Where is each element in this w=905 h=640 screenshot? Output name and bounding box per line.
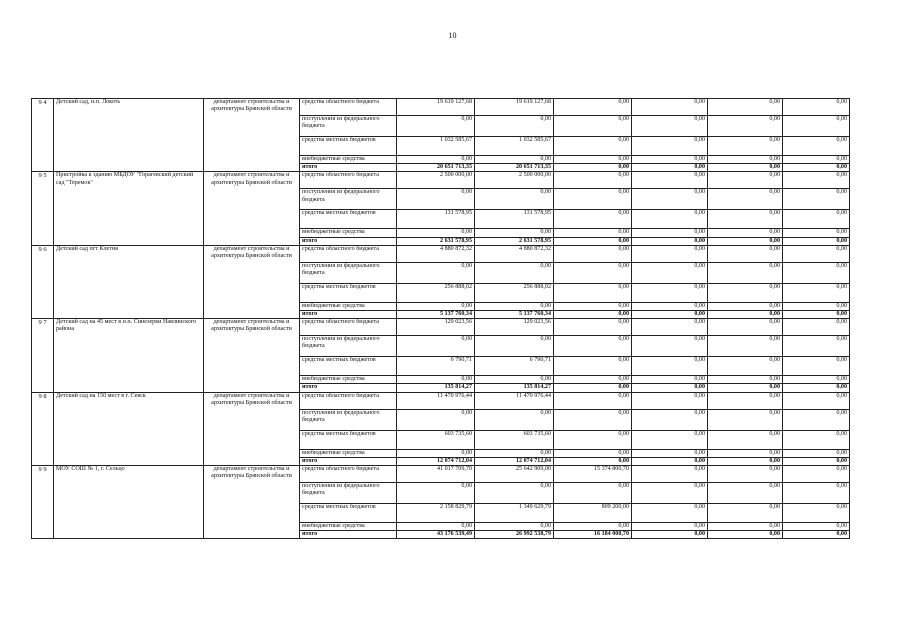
amount-cell: 0,00 xyxy=(708,336,783,357)
amount-cell: 0,00 xyxy=(783,392,850,409)
amount-cell: 0,00 xyxy=(632,319,708,336)
amount-cell: 0,00 xyxy=(397,116,475,137)
amount-cell: 0,00 xyxy=(554,483,632,504)
funding-source: итого xyxy=(300,164,397,172)
amount-cell: 0,00 xyxy=(783,229,850,237)
page-number: 10 xyxy=(448,31,457,40)
amount-cell: 603 735,60 xyxy=(397,430,475,449)
funding-source: поступления из федерального бюджета xyxy=(300,262,397,283)
funding-source: итого xyxy=(300,531,397,539)
amount-cell: 129 023,56 xyxy=(475,319,554,336)
amount-cell: 4 880 872,32 xyxy=(475,245,554,262)
amount-cell: 0,00 xyxy=(708,430,783,449)
amount-cell: 0,00 xyxy=(783,164,850,172)
amount-cell: 0,00 xyxy=(708,99,783,116)
amount-cell: 4 880 872,32 xyxy=(397,245,475,262)
amount-cell: 0,00 xyxy=(632,392,708,409)
funding-source: итого xyxy=(300,311,397,319)
funding-source: средства областного бюджета xyxy=(300,392,397,409)
amount-cell: 0,00 xyxy=(632,449,708,457)
funding-source: средства областного бюджета xyxy=(300,319,397,336)
project-name: Детский сад на 150 мест в г. Севск xyxy=(54,392,204,465)
amount-cell: 0,00 xyxy=(708,409,783,430)
table-row xyxy=(32,172,850,189)
amount-cell: 0,00 xyxy=(708,164,783,172)
funding-source: внебюджетные средства xyxy=(300,523,397,531)
amount-cell: 0,00 xyxy=(632,531,708,539)
amount-cell: 0,00 xyxy=(632,302,708,310)
amount-cell: 0,00 xyxy=(554,409,632,430)
amount-cell: 0,00 xyxy=(783,504,850,523)
amount-cell: 135 814,27 xyxy=(475,384,554,392)
amount-cell: 0,00 xyxy=(475,376,554,384)
amount-cell: 0,00 xyxy=(708,531,783,539)
amount-cell: 0,00 xyxy=(475,302,554,310)
funding-source: поступления из федерального бюджета xyxy=(300,483,397,504)
amount-cell: 0,00 xyxy=(554,430,632,449)
amount-cell: 0,00 xyxy=(632,189,708,210)
project-number: 9 7 xyxy=(32,319,54,392)
amount-cell: 2 158 829,79 xyxy=(397,504,475,523)
amount-cell: 0,00 xyxy=(475,156,554,164)
amount-cell: 0,00 xyxy=(708,449,783,457)
funding-source: средства областного бюджета xyxy=(300,245,397,262)
amount-cell: 0,00 xyxy=(783,384,850,392)
amount-cell: 19 619 127,68 xyxy=(397,99,475,116)
amount-cell: 25 642 909,00 xyxy=(475,466,554,483)
amount-cell: 1 032 585,67 xyxy=(397,137,475,156)
department: департамент строительства и архитектуры Брянской области xyxy=(204,172,300,245)
funding-source: итого xyxy=(300,457,397,465)
amount-cell: 0,00 xyxy=(783,376,850,384)
amount-cell: 0,00 xyxy=(632,311,708,319)
amount-cell: 2 631 578,95 xyxy=(397,237,475,245)
table-row xyxy=(32,99,850,116)
amount-cell: 135 814,27 xyxy=(397,384,475,392)
amount-cell: 0,00 xyxy=(783,449,850,457)
amount-cell: 0,00 xyxy=(708,392,783,409)
project-number: 9 8 xyxy=(32,392,54,465)
amount-cell: 0,00 xyxy=(554,210,632,229)
funding-source: внебюджетные средства xyxy=(300,229,397,237)
amount-cell: 0,00 xyxy=(397,449,475,457)
funding-source: средства местных бюджетов xyxy=(300,283,397,302)
amount-cell: 0,00 xyxy=(708,483,783,504)
funding-source: поступления из федерального бюджета xyxy=(300,189,397,210)
amount-cell: 6 790,71 xyxy=(475,357,554,376)
amount-cell: 0,00 xyxy=(554,319,632,336)
amount-cell: 603 735,60 xyxy=(475,430,554,449)
amount-cell: 0,00 xyxy=(783,189,850,210)
amount-cell: 0,00 xyxy=(708,311,783,319)
amount-cell: 0,00 xyxy=(708,457,783,465)
funding-source: средства местных бюджетов xyxy=(300,504,397,523)
amount-cell: 0,00 xyxy=(475,229,554,237)
amount-cell: 0,00 xyxy=(783,116,850,137)
amount-cell: 0,00 xyxy=(708,504,783,523)
amount-cell: 16 184 000,70 xyxy=(554,531,632,539)
amount-cell: 0,00 xyxy=(554,311,632,319)
amount-cell: 0,00 xyxy=(554,449,632,457)
amount-cell: 2 500 000,00 xyxy=(397,172,475,189)
amount-cell: 26 992 538,79 xyxy=(475,531,554,539)
amount-cell: 0,00 xyxy=(475,449,554,457)
amount-cell: 0,00 xyxy=(783,99,850,116)
amount-cell: 0,00 xyxy=(708,523,783,531)
amount-cell: 0,00 xyxy=(708,237,783,245)
project-number: 9 6 xyxy=(32,245,54,318)
amount-cell: 0,00 xyxy=(554,523,632,531)
amount-cell: 0,00 xyxy=(783,466,850,483)
amount-cell: 0,00 xyxy=(632,116,708,137)
amount-cell: 0,00 xyxy=(554,172,632,189)
amount-cell: 2 500 000,00 xyxy=(475,172,554,189)
amount-cell: 20 651 713,35 xyxy=(475,164,554,172)
amount-cell: 0,00 xyxy=(554,262,632,283)
amount-cell: 0,00 xyxy=(708,384,783,392)
project-name: Пристройка к зданию МБДОУ "Горагевский детский сад "Теремок" xyxy=(54,172,204,245)
amount-cell: 0,00 xyxy=(397,189,475,210)
amount-cell: 0,00 xyxy=(783,523,850,531)
amount-cell: 0,00 xyxy=(632,237,708,245)
amount-cell: 0,00 xyxy=(783,483,850,504)
amount-cell: 0,00 xyxy=(632,99,708,116)
amount-cell: 0,00 xyxy=(397,336,475,357)
amount-cell: 0,00 xyxy=(632,483,708,504)
table-row xyxy=(32,245,850,262)
project-name: Детский сад, н.п. Локоть xyxy=(54,99,204,172)
funding-source: поступления из федерального бюджета xyxy=(300,336,397,357)
amount-cell: 256 888,02 xyxy=(397,283,475,302)
funding-source: поступления из федерального бюджета xyxy=(300,409,397,430)
funding-source: средства местных бюджетов xyxy=(300,137,397,156)
amount-cell: 1 349 629,79 xyxy=(475,504,554,523)
amount-cell: 0,00 xyxy=(783,262,850,283)
amount-cell: 0,00 xyxy=(554,156,632,164)
amount-cell: 2 631 578,95 xyxy=(475,237,554,245)
project-number: 9 4 xyxy=(32,99,54,172)
amount-cell: 0,00 xyxy=(397,376,475,384)
amount-cell: 0,00 xyxy=(554,116,632,137)
amount-cell: 0,00 xyxy=(783,430,850,449)
amount-cell: 0,00 xyxy=(708,283,783,302)
amount-cell: 0,00 xyxy=(397,409,475,430)
amount-cell: 0,00 xyxy=(397,523,475,531)
amount-cell: 0,00 xyxy=(554,376,632,384)
amount-cell: 0,00 xyxy=(397,229,475,237)
amount-cell: 0,00 xyxy=(475,262,554,283)
amount-cell: 0,00 xyxy=(708,189,783,210)
amount-cell: 0,00 xyxy=(783,531,850,539)
amount-cell: 0,00 xyxy=(632,172,708,189)
amount-cell: 0,00 xyxy=(632,409,708,430)
amount-cell: 0,00 xyxy=(632,283,708,302)
amount-cell: 0,00 xyxy=(708,302,783,310)
amount-cell: 809 200,00 xyxy=(554,504,632,523)
amount-cell: 0,00 xyxy=(708,357,783,376)
amount-cell: 0,00 xyxy=(554,237,632,245)
funding-source: средства областного бюджета xyxy=(300,466,397,483)
funding-source: средства местных бюджетов xyxy=(300,430,397,449)
amount-cell: 0,00 xyxy=(632,245,708,262)
amount-cell: 43 176 539,49 xyxy=(397,531,475,539)
amount-cell: 0,00 xyxy=(783,336,850,357)
amount-cell: 0,00 xyxy=(632,156,708,164)
amount-cell: 0,00 xyxy=(708,137,783,156)
amount-cell: 129 023,56 xyxy=(397,319,475,336)
project-number: 9 5 xyxy=(32,172,54,245)
amount-cell: 12 074 712,04 xyxy=(397,457,475,465)
funding-source: внебюджетные средства xyxy=(300,449,397,457)
department: департамент строительства и архитектуры Брянской области xyxy=(204,245,300,318)
amount-cell: 1 032 585,67 xyxy=(475,137,554,156)
amount-cell: 0,00 xyxy=(632,262,708,283)
amount-cell: 0,00 xyxy=(475,409,554,430)
amount-cell: 0,00 xyxy=(632,430,708,449)
amount-cell: 0,00 xyxy=(554,137,632,156)
amount-cell: 0,00 xyxy=(632,336,708,357)
amount-cell: 0,00 xyxy=(632,466,708,483)
amount-cell: 0,00 xyxy=(554,245,632,262)
project-name: Детский сад пгт Клетня xyxy=(54,245,204,318)
amount-cell: 131 578,95 xyxy=(397,210,475,229)
funding-source: средства местных бюджетов xyxy=(300,210,397,229)
amount-cell: 0,00 xyxy=(783,283,850,302)
table-row xyxy=(32,466,850,483)
amount-cell: 0,00 xyxy=(632,137,708,156)
amount-cell: 0,00 xyxy=(708,466,783,483)
table-row xyxy=(32,392,850,409)
amount-cell: 15 374 800,70 xyxy=(554,466,632,483)
amount-cell: 5 137 760,34 xyxy=(397,311,475,319)
amount-cell: 6 790,71 xyxy=(397,357,475,376)
funding-source: итого xyxy=(300,384,397,392)
amount-cell: 0,00 xyxy=(554,457,632,465)
amount-cell: 0,00 xyxy=(554,336,632,357)
amount-cell: 0,00 xyxy=(708,319,783,336)
amount-cell: 256 888,02 xyxy=(475,283,554,302)
amount-cell: 0,00 xyxy=(554,357,632,376)
amount-cell: 0,00 xyxy=(475,116,554,137)
amount-cell: 0,00 xyxy=(397,262,475,283)
amount-cell: 131 578,95 xyxy=(475,210,554,229)
amount-cell: 0,00 xyxy=(554,392,632,409)
amount-cell: 0,00 xyxy=(783,457,850,465)
funding-source: средства областного бюджета xyxy=(300,172,397,189)
amount-cell: 0,00 xyxy=(554,384,632,392)
amount-cell: 0,00 xyxy=(783,409,850,430)
amount-cell: 0,00 xyxy=(475,189,554,210)
amount-cell: 0,00 xyxy=(783,237,850,245)
amount-cell: 0,00 xyxy=(783,302,850,310)
amount-cell: 0,00 xyxy=(708,245,783,262)
amount-cell: 0,00 xyxy=(632,504,708,523)
amount-cell: 0,00 xyxy=(554,302,632,310)
amount-cell: 0,00 xyxy=(783,172,850,189)
amount-cell: 0,00 xyxy=(397,483,475,504)
amount-cell: 0,00 xyxy=(708,156,783,164)
amount-cell: 0,00 xyxy=(632,357,708,376)
table-row xyxy=(32,319,850,336)
amount-cell: 0,00 xyxy=(783,311,850,319)
amount-cell: 0,00 xyxy=(708,229,783,237)
amount-cell: 12 074 712,04 xyxy=(475,457,554,465)
department: департамент строительства и архитектуры Брянской области xyxy=(204,392,300,465)
amount-cell: 0,00 xyxy=(554,164,632,172)
amount-cell: 0,00 xyxy=(632,457,708,465)
project-name: Детский сад на 45 мест в н.п. Синезерки Навлинского района xyxy=(54,319,204,392)
amount-cell: 0,00 xyxy=(708,172,783,189)
funding-source: средства областного бюджета xyxy=(300,99,397,116)
amount-cell: 0,00 xyxy=(554,283,632,302)
amount-cell: 0,00 xyxy=(632,523,708,531)
amount-cell: 0,00 xyxy=(475,523,554,531)
department: департамент строительства и архитектуры Брянской области xyxy=(204,319,300,392)
funding-source: внебюджетные средства xyxy=(300,376,397,384)
funding-source: итого xyxy=(300,237,397,245)
amount-cell: 0,00 xyxy=(783,210,850,229)
amount-cell: 0,00 xyxy=(708,116,783,137)
funding-source: средства местных бюджетов xyxy=(300,357,397,376)
funding-source: поступления из федерального бюджета xyxy=(300,116,397,137)
amount-cell: 0,00 xyxy=(783,245,850,262)
amount-cell: 0,00 xyxy=(554,229,632,237)
amount-cell: 0,00 xyxy=(475,336,554,357)
amount-cell: 0,00 xyxy=(632,376,708,384)
amount-cell: 0,00 xyxy=(708,376,783,384)
amount-cell: 0,00 xyxy=(708,262,783,283)
amount-cell: 0,00 xyxy=(632,229,708,237)
amount-cell: 0,00 xyxy=(397,302,475,310)
amount-cell: 0,00 xyxy=(783,357,850,376)
amount-cell: 0,00 xyxy=(783,137,850,156)
project-name: МОУ СОШ № 1, г. Сельцо xyxy=(54,466,204,539)
project-number: 9 9 xyxy=(32,466,54,539)
amount-cell: 0,00 xyxy=(783,156,850,164)
amount-cell: 41 017 709,70 xyxy=(397,466,475,483)
amount-cell: 0,00 xyxy=(397,156,475,164)
amount-cell: 0,00 xyxy=(554,99,632,116)
department: департамент строительства и архитектуры Брянской области xyxy=(204,99,300,172)
budget-table xyxy=(31,98,850,539)
amount-cell: 11 470 976,44 xyxy=(397,392,475,409)
amount-cell: 0,00 xyxy=(632,164,708,172)
amount-cell: 11 470 976,44 xyxy=(475,392,554,409)
amount-cell: 5 137 760,34 xyxy=(475,311,554,319)
amount-cell: 0,00 xyxy=(783,319,850,336)
amount-cell: 0,00 xyxy=(708,210,783,229)
funding-source: внебюджетные средства xyxy=(300,302,397,310)
amount-cell: 19 619 127,68 xyxy=(475,99,554,116)
amount-cell: 0,00 xyxy=(554,189,632,210)
department: департамент строительства и архитектуры Брянской области xyxy=(204,466,300,539)
funding-source: внебюджетные средства xyxy=(300,156,397,164)
amount-cell: 20 651 713,35 xyxy=(397,164,475,172)
amount-cell: 0,00 xyxy=(475,483,554,504)
amount-cell: 0,00 xyxy=(632,384,708,392)
amount-cell: 0,00 xyxy=(632,210,708,229)
